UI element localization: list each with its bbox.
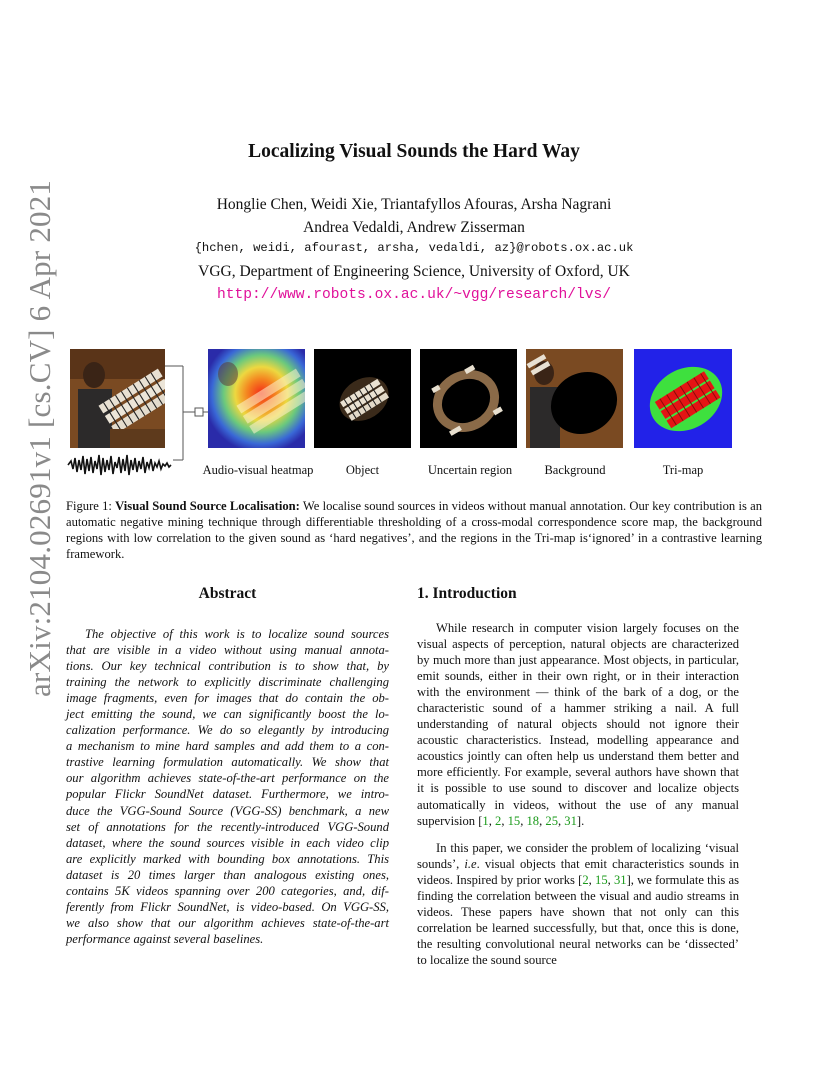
citation-link[interactable]: 2 [582, 872, 589, 887]
project-url[interactable]: http://www.robots.ox.ac.uk/~vgg/research/lvs/ [216, 287, 612, 303]
abstract-line: contains 5K videos spanning over 200 categories, and, dif- [66, 883, 389, 898]
introduction-body [417, 620, 739, 979]
abstract-line: training the network to explicitly discriminate challenging [66, 675, 389, 690]
audio-waveform [66, 452, 176, 478]
abstract-line: that are visible in a video without using manual annota- [66, 643, 389, 658]
object-image [314, 349, 411, 448]
citation-link[interactable]: 1 [482, 813, 489, 828]
abstract-line: trastive learning formulation automatically. We show that [66, 755, 389, 770]
intro-paragraph-1: While research in computer vision largely focuses on the visual aspects of perception, natural objects are characterized by much more than just appearance. Most objects, in particular, emit sounds, either in their own right, or in their interaction with the environment — think of the bark of a dog, or the characteristic sound of a hammer striking a nail. A full understanding of natural objects should not ignore their acoustic characteristics. Instead, modelling appearance and acoustics jointly can often help us understand them better and more efficiently. For example, several authors have shown that it is possible to use sound to discover and localize objects automatically in videos, without the use of any manual supervision [1, 2, 15, 18, 25, 31]. [417, 621, 739, 828]
figure-label-background: Background [544, 463, 606, 477]
citation-link[interactable]: 31 [613, 872, 627, 887]
audio-visual-heatmap-image [208, 349, 305, 448]
figure-label-uncertain: Uncertain region [427, 463, 513, 477]
abstract-body [66, 626, 389, 947]
background-image [526, 349, 623, 448]
abstract-line: calization performance. We do so elegantly by introducing [66, 723, 389, 738]
figure-caption: Figure 1: Visual Sound Source Localisation: We localise sound sources in videos without manual annotation. Our key contribution is an automatic negative mining technique through differentiable thresholding of a cross-modal correspondence score map, the background regions with low correlation to the given sound as ‘hard negatives’, and the regions in the Tri-map is‘ignored’ in a contrastive learning framework. [66, 499, 762, 561]
abstract-line: dataset is 20 times larger than analogous existing ones, [66, 867, 389, 882]
abstract-line: popular Flickr SoundNet dataset. Furthermore, we intro- [66, 787, 389, 802]
abstract-line: set of annotations for the recently-introduced VGG-Sound [66, 819, 389, 834]
abstract-line: a mechanism to mine hard samples and add them to a con- [66, 739, 389, 754]
uncertain-region-image [420, 349, 517, 448]
citation-link[interactable]: 25 [545, 813, 558, 828]
paper-title: Localizing Visual Sounds the Hard Way [248, 141, 580, 162]
abstract-line: we also show that our algorithm achieves state-of-the-art [66, 915, 389, 930]
abstract-line: are explicitly marked with bounding box annotations. This [66, 851, 389, 866]
introduction-heading: 1. Introduction [417, 585, 517, 602]
tri-map-image [634, 349, 732, 448]
abstract-line: duce the VGG-Sound Source (VGG-SS) benchmark, a new [66, 803, 389, 818]
abstract-line: performance against several baselines. [66, 931, 264, 946]
input-video-frame [70, 349, 165, 448]
citation-link[interactable]: 15 [507, 813, 521, 828]
citation-link[interactable]: 31 [564, 813, 577, 828]
citation-link[interactable]: 2 [495, 813, 502, 828]
figure-label-object: Object [345, 463, 380, 477]
authors-line-1: Honglie Chen, Weidi Xie, Triantafyllos Afouras, Arsha Nagrani [216, 196, 612, 213]
abstract-line: The objective of this work is to localize sound sources [85, 627, 389, 641]
abstract-line: dataset, where the sound sources visible in each video clip [66, 835, 389, 850]
abstract-heading: Abstract [198, 585, 257, 602]
arxiv-identifier: arXiv:2104.02691v1 [cs.CV] 6 Apr 2021 [22, 179, 57, 697]
abstract-line: our algorithm achieves state-of-the-art performance on the [66, 771, 389, 786]
citation-link[interactable]: 18 [526, 813, 540, 828]
intro-paragraph-2: In this paper, we consider the problem of localizing ‘visual sounds’, i.e. visual objects that emit characteristics sounds in videos. Inspired by prior works [2, 15, 31], we formulate this as finding the correlation between the visual and audio streams in videos. These papers have shown that not only can this correlation be learned successfully, but that, once this is done, the resulting convolutional neural networks can be ‘dissected’ to localize the sound source [417, 840, 740, 967]
abstract-line: image fragments, even for images that do contain the ob- [66, 691, 389, 706]
affiliation: VGG, Department of Engineering Science, University of Oxford, UK [198, 263, 630, 280]
abstract-line: ject emitting the sound, we can significantly boost the lo- [66, 707, 389, 722]
figure-label-trimap: Tri-map [662, 463, 704, 477]
author-emails: {hchen, weidi, afourast, arsha, vedaldi, az}@robots.ox.ac.uk [194, 241, 634, 255]
abstract-line: tions. Our key technical contribution is to show that, by [66, 659, 389, 674]
authors-line-2: Andrea Vedaldi, Andrew Zisserman [303, 219, 525, 236]
figure-label-heatmap: Audio-visual heatmap [202, 463, 314, 477]
abstract-line: ferently from Flickr SoundNet, is video-based. On VGG-SS, [66, 899, 389, 914]
pipeline-connector [165, 360, 210, 470]
citation-link[interactable]: 15 [595, 872, 608, 887]
